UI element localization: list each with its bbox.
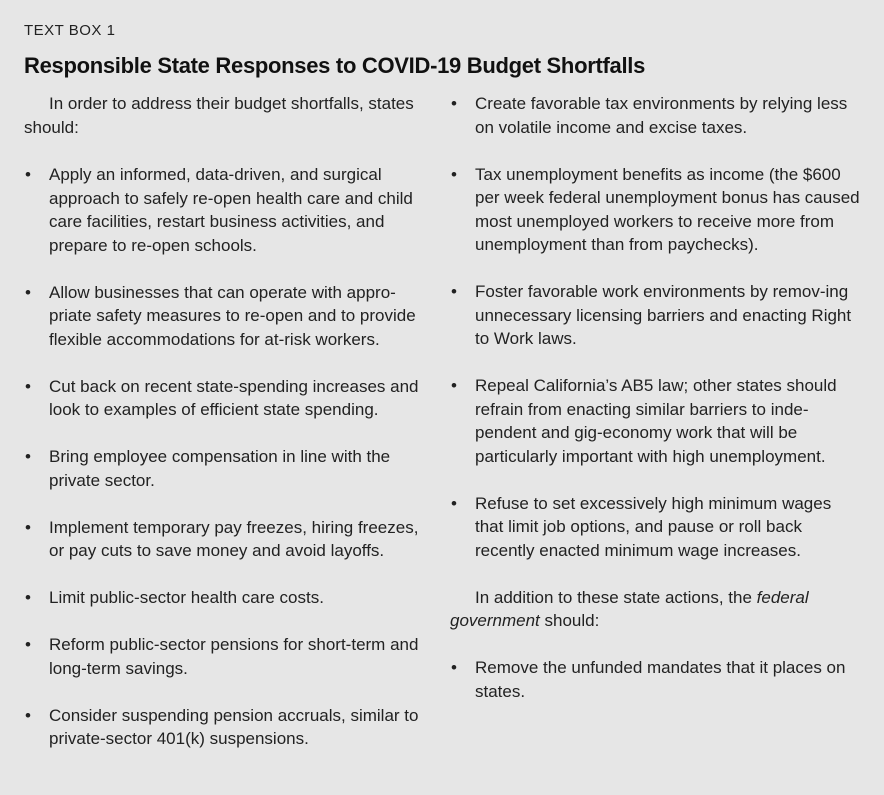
list-item-text: Foster favorable work environments by remov-ing unnecessary licensing barriers and enacting Right to Work laws. [475,282,852,348]
list-item [450,280,860,351]
bullet-icon: • [451,94,457,113]
state-actions-list-left [24,163,428,751]
list-item [24,586,428,610]
bullet-icon: • [25,447,31,466]
list-item-text: Create favorable tax environments by relying less on volatile income and excise taxes. [475,94,848,137]
bullet-icon: • [451,164,457,184]
bullet-icon: • [451,658,457,677]
columns [24,92,860,774]
bullet-icon: • [25,376,31,396]
federal-intro-before: In addition to these state actions, the [475,587,757,607]
list-item [24,516,428,563]
bullet-icon: • [25,635,31,654]
federal-intro-paragraph [450,586,860,633]
list-item [450,163,860,257]
bullet-icon: • [25,588,31,607]
intro-paragraph: In order to address their budget shortfalls, states should: [24,94,414,137]
text-box-title: Responsible State Responses to COVID-19 Budget Shortfalls [24,53,646,78]
state-actions-list-right [450,92,860,562]
bullet-icon: • [25,165,31,184]
list-item-text: Cut back on recent state-spending increases and look to examples of efficient state spending. [49,376,419,419]
list-item [450,492,860,563]
list-item [450,374,860,468]
list-item-text: Limit public-sector health care costs. [49,588,324,607]
list-item [450,92,860,139]
list-item [24,163,428,257]
list-item-text: Tax unemployment benefits as income (the $600 per week federal unemployment bonus has caused most unemployed workers to receive more from unemployment than from paychecks). [475,164,860,254]
bullet-icon: • [25,705,31,725]
bullet-icon: • [25,282,31,302]
list-item-text: Apply an informed, data-driven, and surgical approach to safely re-open health care and child care facilities, restart business activities, and prepare to re-open schools. [49,165,413,255]
list-item [24,375,428,422]
list-item-text: Reform public-sector pensions for short-term and long-term savings. [49,635,419,678]
list-item [24,281,428,352]
list-item [24,704,428,751]
list-item-text: Refuse to set excessively high minimum wages that limit job options, and pause or roll back recently enacted minimum wage increases. [475,493,832,560]
list-item-text: Implement temporary pay freezes, hiring freezes, or pay cuts to save money and avoid layoffs. [49,517,419,560]
list-item-text: Bring employee compensation in line with the private sector. [49,447,391,490]
left-column [24,92,428,774]
federal-actions-list [450,656,860,703]
bullet-icon: • [451,493,457,513]
text-box-label: TEXT BOX 1 [24,22,116,39]
right-column [450,92,860,774]
bullet-icon: • [451,376,457,395]
federal-intro-after: should: [539,611,600,630]
list-item-text: Remove the unfunded mandates that it places on states. [475,658,846,701]
list-item-text: Allow businesses that can operate with appro-priate safety measures to re-open and to provide flexible accommodations for at-risk workers. [49,282,416,349]
list-item-text: Repeal California’s AB5 law; other states should refrain from enacting similar barriers to inde-pendent and gig-economy work that will be particularly important with high unemployment. [475,376,837,466]
list-item [450,656,860,703]
bullet-icon: • [25,517,31,537]
list-item [24,445,428,492]
list-item-text: Consider suspending pension accruals, similar to private-sector 401(k) suspensions. [49,705,419,748]
list-item [24,633,428,680]
bullet-icon: • [451,282,457,301]
federal-intro-emphasis: federal government [450,587,809,630]
